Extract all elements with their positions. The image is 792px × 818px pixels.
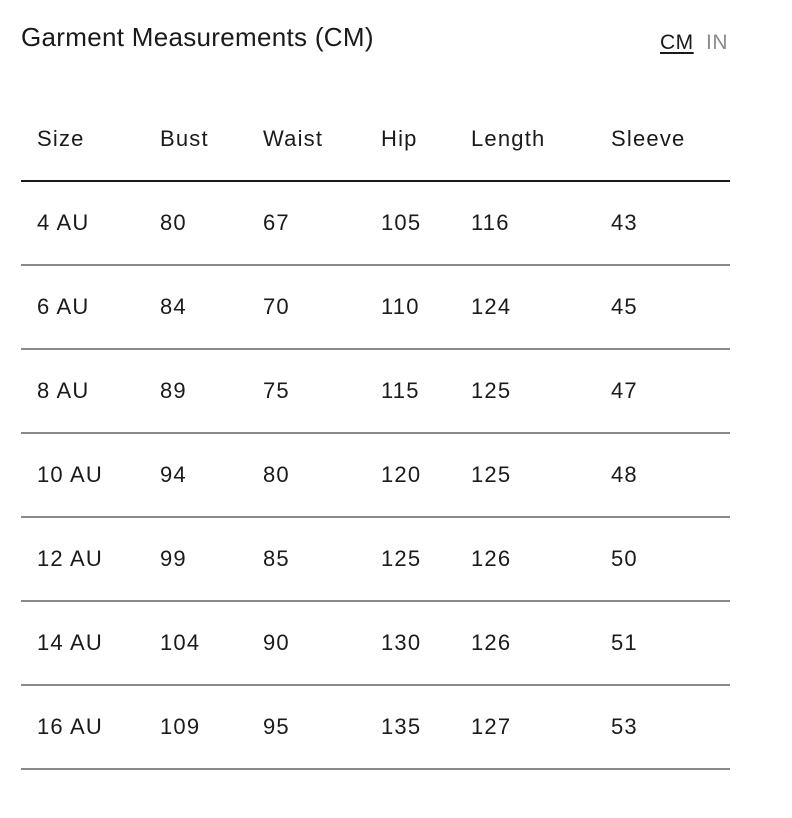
table-row (21, 349, 730, 433)
cell-size: 16 AU (21, 685, 144, 769)
cell-hip: 120 (365, 433, 455, 517)
header-hip: Hip (365, 98, 455, 181)
unit-cm-link[interactable]: CM (660, 31, 694, 54)
cell-sleeve: 47 (595, 349, 730, 433)
cell-hip: 110 (365, 265, 455, 349)
cell-length: 125 (455, 349, 595, 433)
cell-length: 127 (455, 685, 595, 769)
cell-hip: 130 (365, 601, 455, 685)
cell-hip: 115 (365, 349, 455, 433)
table-row (21, 601, 730, 685)
cell-sleeve: 43 (595, 181, 730, 265)
header-size: Size (21, 98, 144, 181)
cell-hip: 125 (365, 517, 455, 601)
cell-sleeve: 45 (595, 265, 730, 349)
cell-length: 125 (455, 433, 595, 517)
cell-length: 116 (455, 181, 595, 265)
cell-hip: 105 (365, 181, 455, 265)
header-bust: Bust (144, 98, 247, 181)
table-row (21, 517, 730, 601)
cell-length: 126 (455, 601, 595, 685)
cell-bust: 89 (144, 349, 247, 433)
table-row (21, 433, 730, 517)
size-chart-table (21, 98, 730, 770)
unit-in-link[interactable]: IN (706, 31, 729, 54)
cell-size: 12 AU (21, 517, 144, 601)
cell-size: 6 AU (21, 265, 144, 349)
table-row (21, 685, 730, 769)
header-length: Length (455, 98, 595, 181)
cell-bust: 104 (144, 601, 247, 685)
cell-size: 14 AU (21, 601, 144, 685)
table-row (21, 181, 730, 265)
cell-bust: 99 (144, 517, 247, 601)
table-header (21, 98, 730, 181)
cell-bust: 109 (144, 685, 247, 769)
cell-sleeve: 51 (595, 601, 730, 685)
cell-size: 8 AU (21, 349, 144, 433)
cell-waist: 75 (247, 349, 365, 433)
cell-waist: 90 (247, 601, 365, 685)
cell-waist: 95 (247, 685, 365, 769)
table-body (21, 181, 730, 769)
table-row (21, 265, 730, 349)
page-title: Garment Measurements (CM) (21, 22, 374, 52)
cell-waist: 80 (247, 433, 365, 517)
cell-length: 126 (455, 517, 595, 601)
header-sleeve: Sleeve (595, 98, 730, 181)
cell-bust: 84 (144, 265, 247, 349)
cell-bust: 94 (144, 433, 247, 517)
header-waist: Waist (247, 98, 365, 181)
cell-hip: 135 (365, 685, 455, 769)
header-row (21, 98, 730, 181)
cell-sleeve: 48 (595, 433, 730, 517)
cell-bust: 80 (144, 181, 247, 265)
cell-waist: 85 (247, 517, 365, 601)
cell-length: 124 (455, 265, 595, 349)
unit-toggle (660, 31, 728, 55)
cell-size: 4 AU (21, 181, 144, 265)
cell-waist: 67 (247, 181, 365, 265)
cell-waist: 70 (247, 265, 365, 349)
cell-sleeve: 53 (595, 685, 730, 769)
cell-sleeve: 50 (595, 517, 730, 601)
cell-size: 10 AU (21, 433, 144, 517)
